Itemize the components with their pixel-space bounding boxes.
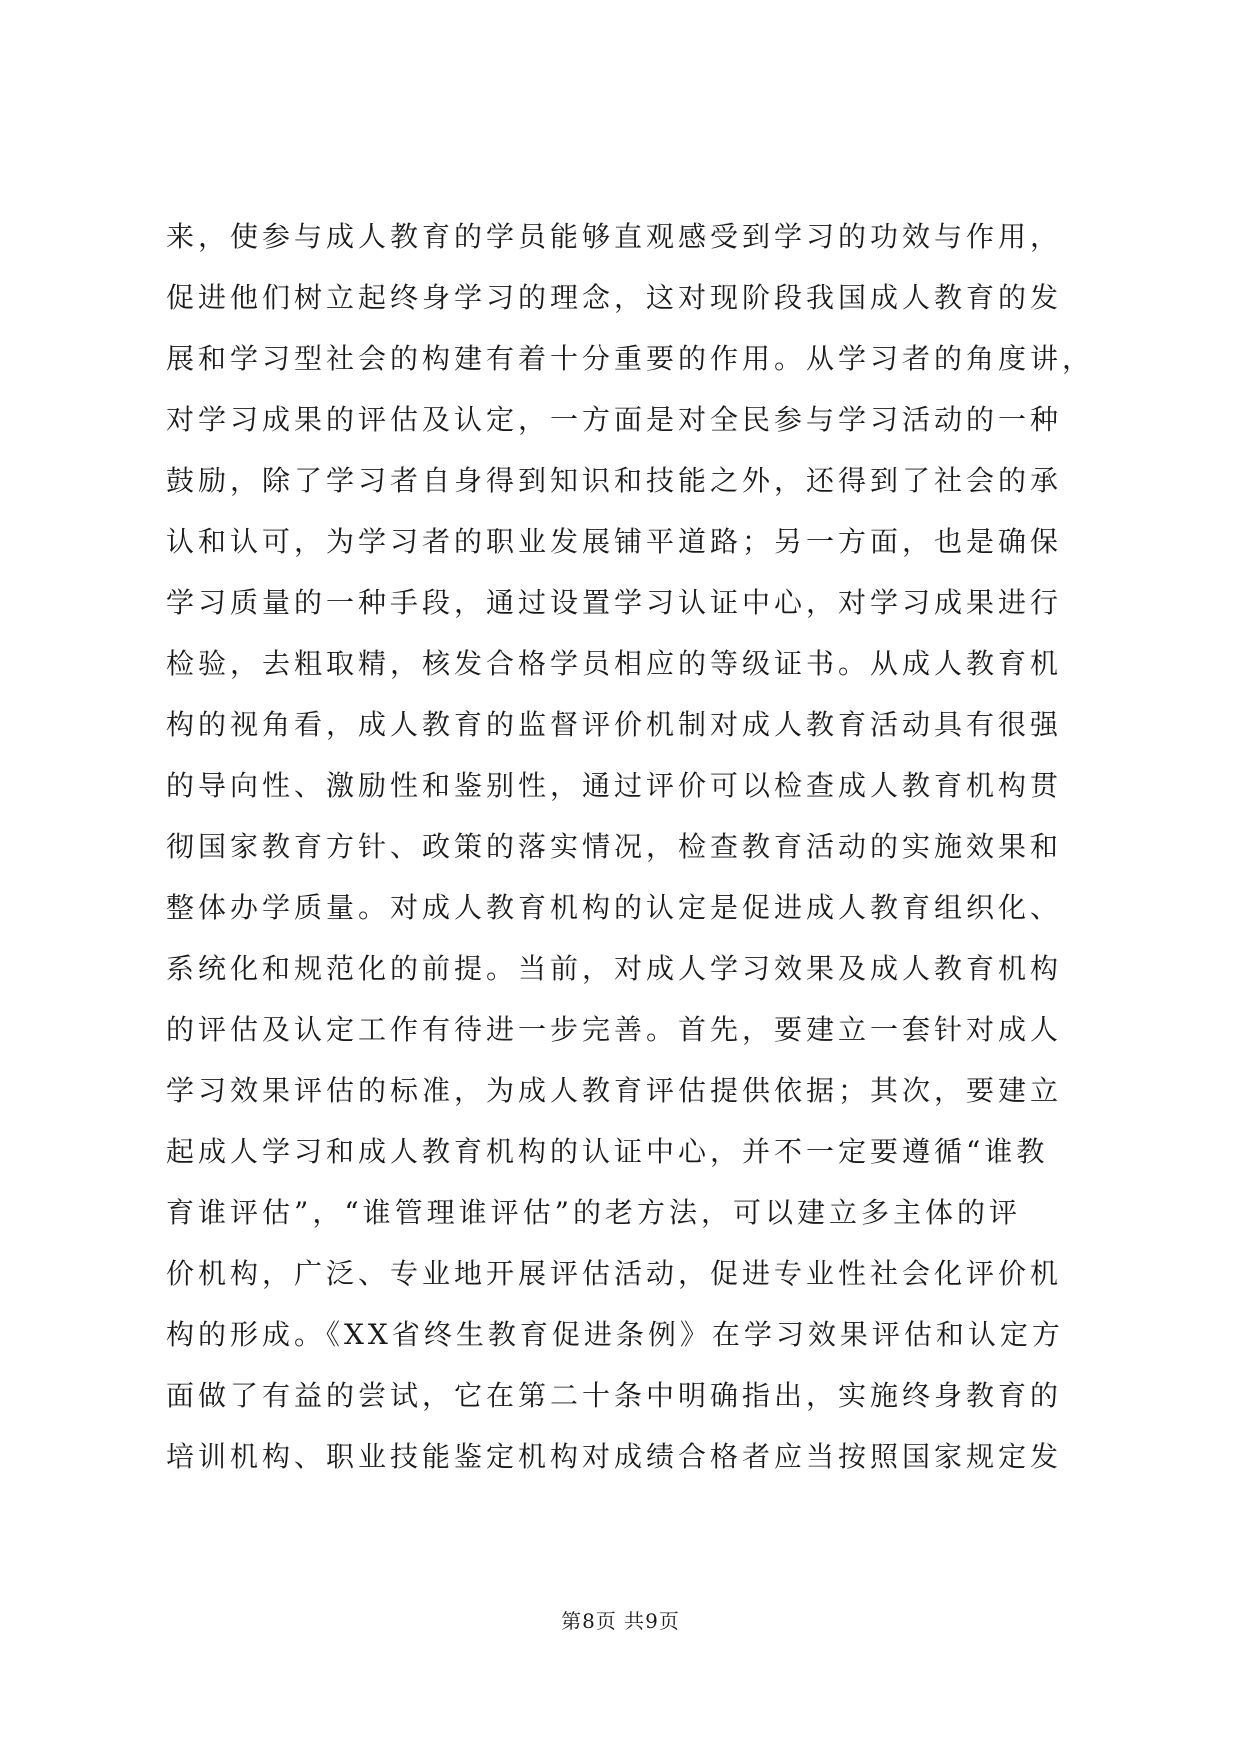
text-line: 学习质量的一种手段，通过设置学习认证中心，对学习成果进行	[166, 586, 1063, 619]
text-line: 的导向性、激励性和鉴别性，通过评价可以检查成人教育机构贯	[166, 769, 1063, 802]
text-line: 整体办学质量。对成人教育机构的认定是促进成人教育组织化、	[166, 891, 1063, 924]
text-line: 价机构，广泛、专业地开展评估活动，促进专业性社会化评价机	[166, 1257, 1063, 1290]
text-line: 构的视角看，成人教育的监督评价机制对成人教育活动具有很强	[166, 708, 1063, 741]
text-line: 对学习成果的评估及认定，一方面是对全民参与学习活动的一种	[166, 403, 1063, 436]
text-line: 促进他们树立起终身学习的理念，这对现阶段我国成人教育的发	[166, 281, 1063, 314]
text-line: 认和认可，为学习者的职业发展铺平道路；另一方面，也是确保	[166, 525, 1063, 558]
text-line: 展和学习型社会的构建有着十分重要的作用。从学习者的角度讲，	[166, 342, 1095, 375]
text-line: 起成人学习和成人教育机构的认证中心，并不一定要遵循“谁教	[166, 1135, 1049, 1168]
text-line: 育谁评估”，“谁管理谁评估”的老方法，可以建立多主体的评	[166, 1196, 1021, 1229]
text-line: 彻国家教育方针、政策的落实情况，检查教育活动的实施效果和	[166, 830, 1063, 863]
text-line: 构的形成。《XX省终生教育促进条例》在学习效果评估和认定方	[166, 1318, 1064, 1351]
text-line: 鼓励，除了学习者自身得到知识和技能之外，还得到了社会的承	[166, 464, 1063, 497]
text-line: 学习效果评估的标准，为成人教育评估提供依据；其次，要建立	[166, 1074, 1063, 1107]
text-line: 面做了有益的尝试，它在第二十条中明确指出，实施终身教育的	[166, 1379, 1063, 1412]
text-line: 的评估及认定工作有待进一步完善。首先，要建立一套针对成人	[166, 1013, 1063, 1046]
text-line: 检验，去粗取精，核发合格学员相应的等级证书。从成人教育机	[166, 647, 1063, 680]
text-line: 系统化和规范化的前提。当前，对成人学习效果及成人教育机构	[166, 952, 1063, 985]
text-line: 来，使参与成人教育的学员能够直观感受到学习的功效与作用，	[166, 220, 1063, 253]
page-number-footer: 第8页 共9页	[561, 1609, 680, 1633]
body-text	[166, 206, 1096, 1487]
text-line: 培训机构、职业技能鉴定机构对成绩合格者应当按照国家规定发	[166, 1440, 1063, 1473]
